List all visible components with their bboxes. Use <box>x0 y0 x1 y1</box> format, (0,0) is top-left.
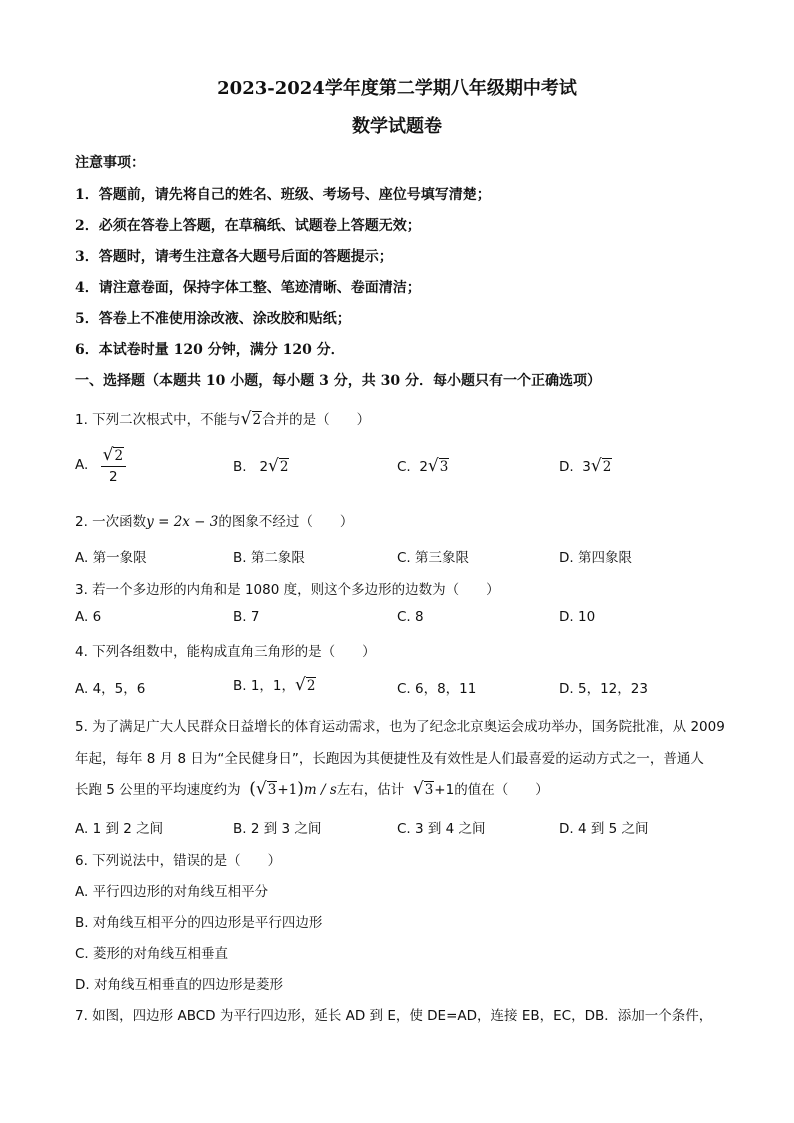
question-7-stem: 7. 如图，四边形 ABCD 为平行四边形，延长 AD 到 E，使 DE=AD，连接 EB，EC，DB．添加一个条件， <box>75 1008 713 1024</box>
question-5-option-d[interactable]: D. 4 到 5 之间 <box>559 821 649 837</box>
question-1-stem: 1. 下列二次根式中，不能与√2合并的是（ ） <box>75 409 371 429</box>
question-6-stem: 6. 下列说法中，错误的是（ ） <box>75 853 282 869</box>
question-1-option-b[interactable]: B. 2√2 <box>233 456 289 476</box>
question-2-option-b[interactable]: B. 第二象限 <box>233 550 305 566</box>
note-item-2: 2．必须在答卷上答题，在草稿纸、试题卷上答题无效； <box>75 218 421 234</box>
question-5-option-b[interactable]: B. 2 到 3 之间 <box>233 821 322 837</box>
fraction: $\frac{√2}{2}$ <box>101 445 126 485</box>
question-1-option-c[interactable]: C. 2√3 <box>397 456 449 476</box>
question-5-option-a[interactable]: A. 1 到 2 之间 <box>75 821 164 837</box>
question-4-stem: 4. 下列各组数中，能构成直角三角形的是（ ） <box>75 644 376 660</box>
note-item-5: 5．答卷上不准使用涂改液、涂改胶和贴纸； <box>75 311 351 327</box>
question-6-option-d[interactable]: D. 对角线互相垂直的四边形是菱形 <box>75 977 283 993</box>
section-heading: 一、选择题（本题共 10 小题，每小题 3 分，共 30 分．每小题只有一个正确选项） <box>75 373 601 389</box>
linear-function-formula: y = 2x − 3 <box>146 514 219 530</box>
question-5-line-1: 5. 为了满足广大人民群众日益增长的体育运动需求，也为了纪念北京奥运会成功举办，国务院批准，从 2009 <box>75 719 725 735</box>
question-4-option-d[interactable]: D. 5，12，23 <box>559 681 648 697</box>
note-item-3: 3．答题时，请考生注意各大题号后面的答题提示； <box>75 249 393 265</box>
sqrt-expression: √2 <box>240 409 262 429</box>
notes-heading: 注意事项： <box>75 155 145 171</box>
question-2-option-c[interactable]: C. 第三象限 <box>397 550 470 566</box>
note-item-6: 6．本试卷时量 120 分钟，满分 120 分． <box>75 342 345 358</box>
question-6-option-c[interactable]: C. 菱形的对角线互相垂直 <box>75 946 229 962</box>
exam-subtitle: 数学试题卷 <box>352 116 442 137</box>
question-4-option-b[interactable]: B. 1，1，√2 <box>233 675 316 695</box>
question-4-option-c[interactable]: C. 6，8，11 <box>397 681 477 697</box>
exam-title: 2023-2024学年度第二学期八年级期中考试 <box>217 78 577 99</box>
note-item-1: 1．答题前，请先将自己的姓名、班级、考场号、座位号填写清楚； <box>75 187 491 203</box>
question-3-stem: 3. 若一个多边形的内角和是 1080 度，则这个多边形的边数为（ ） <box>75 582 500 598</box>
question-3-option-c[interactable]: C. 8 <box>397 609 424 625</box>
question-3-option-a[interactable]: A. 6 <box>75 609 102 625</box>
question-6-option-b[interactable]: B. 对角线互相平分的四边形是平行四边形 <box>75 915 323 931</box>
note-item-4: 4．请注意卷面，保持字体工整、笔迹清晰、卷面清洁； <box>75 280 421 296</box>
speed-expression: (√3+1) <box>249 779 304 799</box>
question-5-line-3: 长跑 5 公里的平均速度约为 (√3+1)m / s左右，估计 √3+1的值在（ ） <box>75 779 549 799</box>
question-6-option-a[interactable]: A. 平行四边形的对角线互相平分 <box>75 884 269 900</box>
question-4-option-a[interactable]: A. 4，5，6 <box>75 681 146 697</box>
question-2-option-a[interactable]: A. 第一象限 <box>75 550 147 566</box>
question-1-option-d[interactable]: D. 3√2 <box>559 456 612 476</box>
question-1-option-a[interactable]: A. $\frac{√2}{2}$ <box>75 445 126 485</box>
question-2-option-d[interactable]: D. 第四象限 <box>559 550 632 566</box>
question-5-option-c[interactable]: C. 3 到 4 之间 <box>397 821 486 837</box>
question-3-option-d[interactable]: D. 10 <box>559 609 596 625</box>
question-5-line-2: 年起，每年 8 月 8 日为“全民健身日”，长跑因为其便捷性及有效性是人们最喜爱的运动方式之一，普通人 <box>75 751 704 767</box>
question-2-stem: 2. 一次函数y = 2x − 3的图象不经过（ ） <box>75 514 354 530</box>
question-3-option-b[interactable]: B. 7 <box>233 609 260 625</box>
